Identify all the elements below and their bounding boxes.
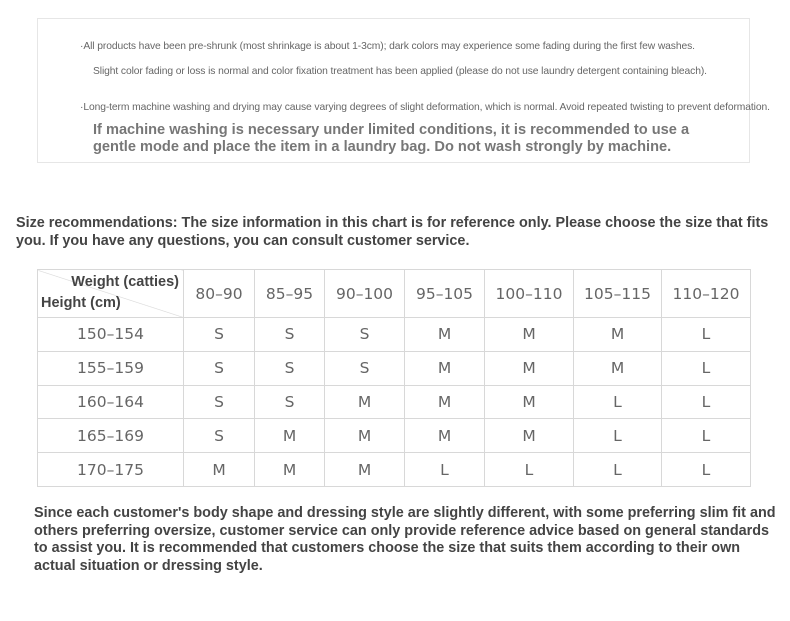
weight-header: 95–105 [405, 270, 485, 318]
weight-header: 105–115 [574, 270, 662, 318]
size-cell: L [662, 453, 751, 487]
size-cell: M [184, 453, 255, 487]
table-corner-cell [38, 270, 184, 318]
table-row [38, 453, 751, 487]
size-cell: M [255, 453, 325, 487]
weight-header: 100–110 [485, 270, 574, 318]
height-cell: 170–175 [38, 453, 184, 487]
size-cell: L [662, 351, 751, 385]
table-row [38, 351, 751, 385]
table-row [38, 419, 751, 453]
size-cell: M [405, 419, 485, 453]
size-cell: S [255, 351, 325, 385]
height-cell: 155–159 [38, 351, 184, 385]
care-note-preshrunk: ·All products have been pre-shrunk (most shrinkage is about 1-3cm); dark colors may experience some fading during the first few washes. [80, 41, 695, 52]
care-instructions-box [37, 18, 770, 163]
size-cell: S [184, 318, 255, 352]
size-cell: M [405, 318, 485, 352]
size-cell: S [325, 318, 405, 352]
size-cell: L [662, 419, 751, 453]
size-cell: S [184, 351, 255, 385]
size-recommendation-text: Size recommendations: The size information in this chart is for reference only. Please choose the size that fits you. If you have any questions, you can consult customer service. [16, 215, 769, 249]
care-note-fading: Slight color fading or loss is normal and color fixation treatment has been applied (please do not use laundry detergent containing bleach). [93, 66, 707, 77]
size-cell: S [184, 419, 255, 453]
care-note-machine-wash: If machine washing is necessary under limited conditions, it is recommended to use a gentle mode and place the item in a laundry bag. Do not wash strongly by machine. [93, 122, 690, 155]
weight-header: 110–120 [662, 270, 751, 318]
weight-header: 90–100 [325, 270, 405, 318]
care-note-deformation: ·Long-term machine washing and drying may cause varying degrees of slight deformation, which is normal. Avoid repeated twisting to prevent deformation. [80, 102, 770, 113]
height-cell: 150–154 [38, 318, 184, 352]
size-cell: M [485, 419, 574, 453]
size-cell: M [325, 419, 405, 453]
closing-note-text: Since each customer's body shape and dressing style are slightly different, with some preferring slim fit and others preferring oversize, customer service can only provide reference advice based on general standards to assist you. It is recommended that customers choose the size that suits them according to their own actual situation or dressing style. [34, 505, 776, 574]
size-cell: M [405, 351, 485, 385]
size-cell: L [574, 385, 662, 419]
size-cell: M [325, 453, 405, 487]
weight-axis-label: Weight (catties) [71, 274, 179, 290]
size-cell: L [662, 385, 751, 419]
size-cell: L [662, 318, 751, 352]
table-row [38, 385, 751, 419]
height-axis-label: Height (cm) [41, 295, 121, 311]
size-cell: S [255, 385, 325, 419]
size-cell: L [405, 453, 485, 487]
size-cell: S [184, 385, 255, 419]
table-header-row [38, 270, 751, 318]
size-chart-table [37, 269, 751, 487]
size-cell: L [485, 453, 574, 487]
size-cell: L [574, 453, 662, 487]
size-cell: M [405, 385, 485, 419]
size-cell: M [574, 351, 662, 385]
weight-header: 85–95 [255, 270, 325, 318]
size-cell: L [574, 419, 662, 453]
size-cell: M [255, 419, 325, 453]
height-cell: 160–164 [38, 385, 184, 419]
weight-header: 80–90 [184, 270, 255, 318]
table-row [38, 318, 751, 352]
size-cell: S [325, 351, 405, 385]
size-cell: M [325, 385, 405, 419]
size-cell: S [255, 318, 325, 352]
size-cell: M [574, 318, 662, 352]
size-cell: M [485, 385, 574, 419]
size-cell: M [485, 351, 574, 385]
size-cell: M [485, 318, 574, 352]
height-cell: 165–169 [38, 419, 184, 453]
